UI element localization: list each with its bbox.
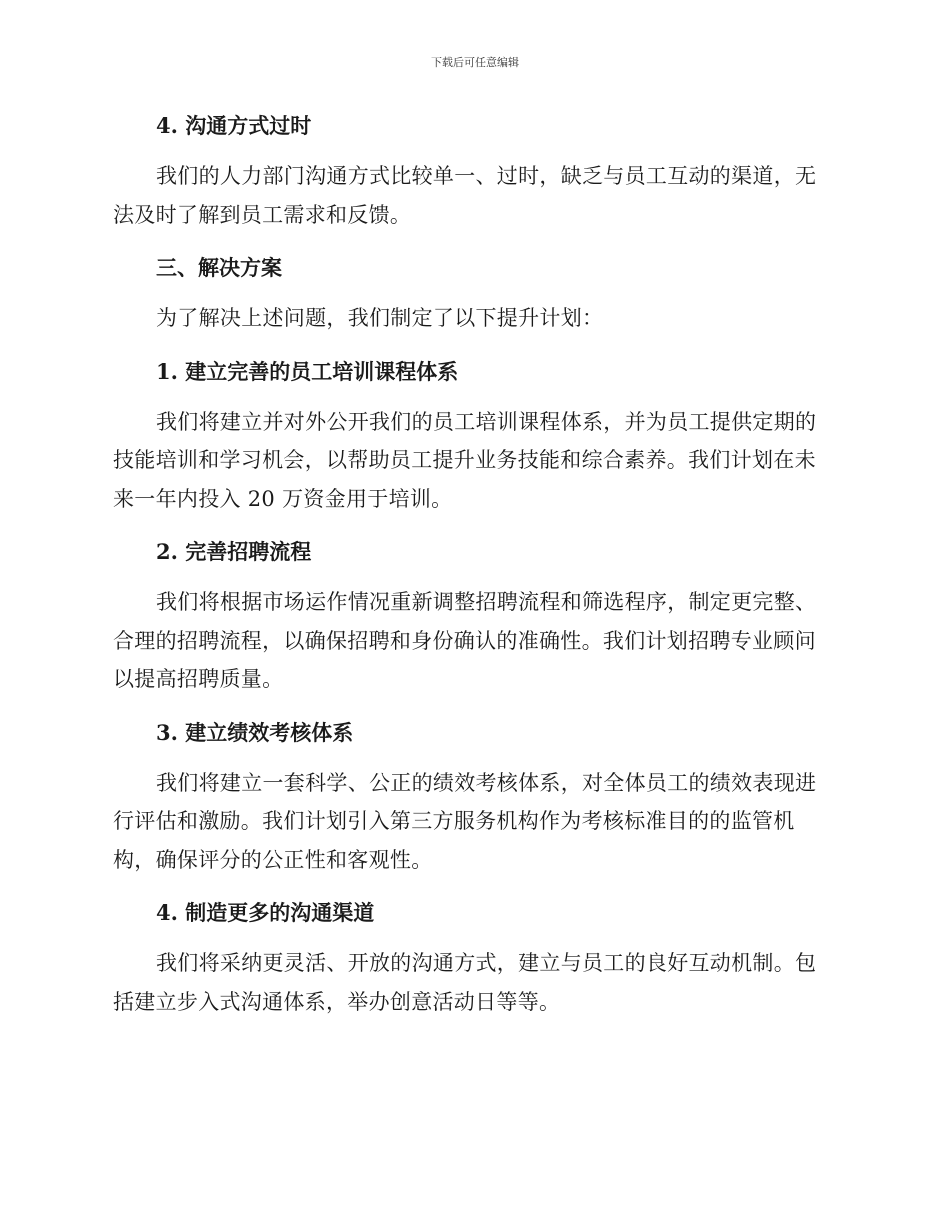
paragraph-training-system: 我们将建立并对外公开我们的员工培训课程体系，并为员工提供定期的技能培训和学习机会，以帮助员工提升业务技能和综合素养。我们计划在未来一年内投入 20 万资金用于培训。 bbox=[113, 409, 817, 511]
section-heading-communication-channels: 4. 制造更多的沟通渠道 bbox=[156, 900, 375, 925]
page-header-note: 下载后可任意编辑 bbox=[431, 56, 519, 69]
paragraph-communication-outdated: 我们的人力部门沟通方式比较单一、过时，缺乏与员工互动的渠道，无法及时了解到员工需求和反馈。 bbox=[113, 164, 817, 227]
section-heading-communication-outdated: 4. 沟通方式过时 bbox=[156, 113, 312, 138]
paragraph-recruitment: 我们将根据市场运作情况重新调整招聘流程和筛选程序，制定更完整、合理的招聘流程，以确保招聘和身份确认的准确性。我们计划招聘专业顾问以提高招聘质量。 bbox=[113, 590, 817, 691]
paragraph-solutions-intro: 为了解决上述问题，我们制定了以下提升计划： bbox=[156, 306, 604, 330]
section-heading-recruitment: 2. 完善招聘流程 bbox=[156, 539, 312, 564]
document-body bbox=[113, 106, 833, 1035]
section-heading-performance: 3. 建立绩效考核体系 bbox=[156, 719, 354, 745]
section-heading-solutions: 三、解决方案 bbox=[156, 255, 282, 280]
section-heading-training-system: 1. 建立完善的员工培训课程体系 bbox=[156, 358, 459, 384]
paragraph-communication-channels: 我们将采纳更灵活、开放的沟通方式，建立与员工的良好互动机制。包括建立步入式沟通体系，举办创意活动日等等。 bbox=[113, 951, 817, 1014]
paragraph-performance: 我们将建立一套科学、公正的绩效考核体系，对全体员工的绩效表现进行评估和激励。我们计划引入第三方服务机构作为考核标准目的的监管机构，确保评分的公正性和客观性。 bbox=[113, 770, 817, 872]
